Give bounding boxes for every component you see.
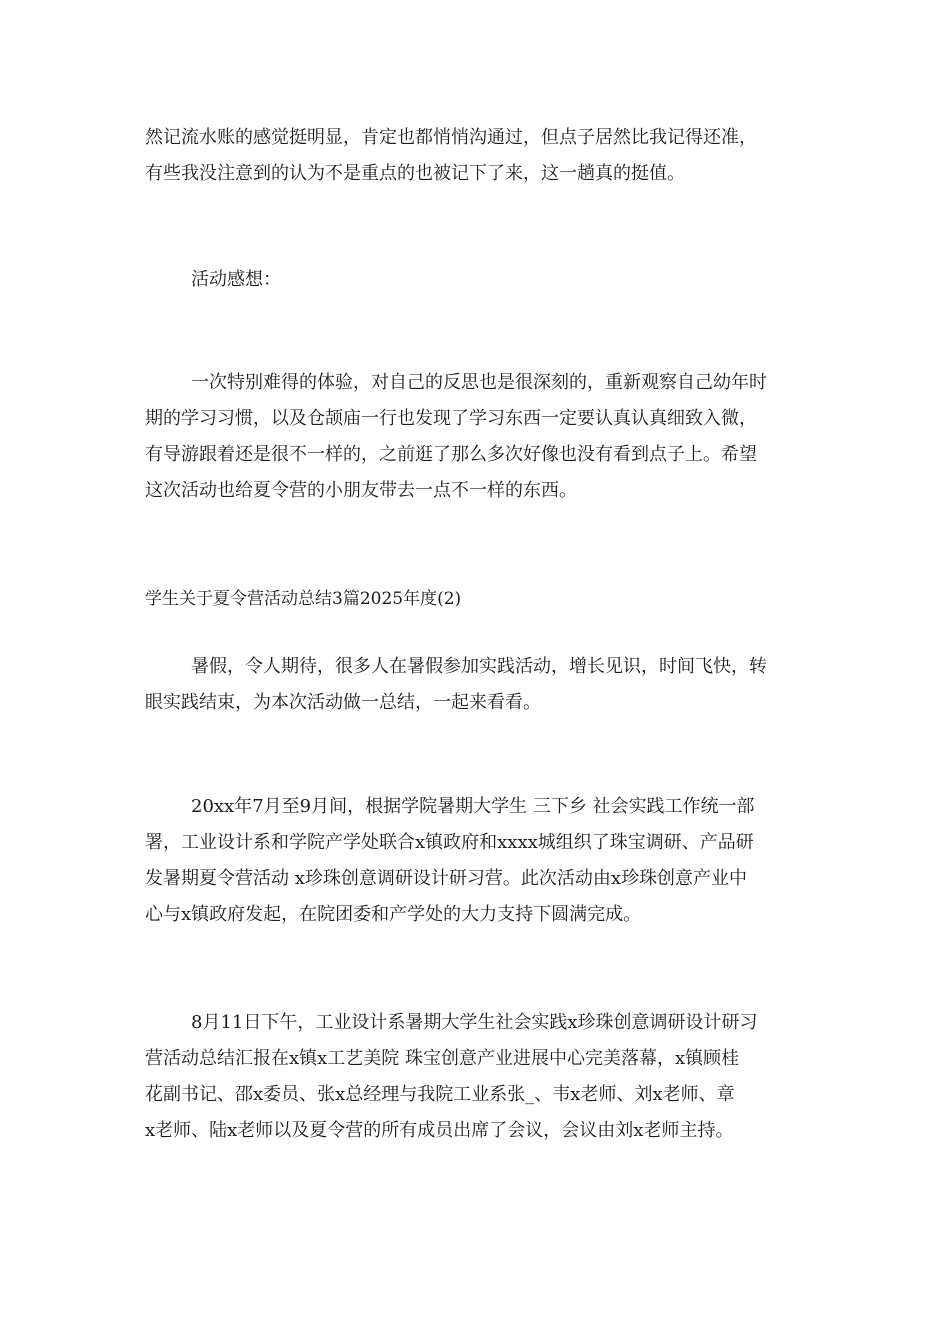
text-line: 有导游跟着还是很不一样的，之前逛了那么多次好像也没有看到点子上。希望 [145, 444, 757, 465]
text-line: 然记流水账的感觉挺明显，肯定也都悄悄沟通过，但点子居然比我记得还准， [145, 127, 757, 148]
text-line: 营活动总结汇报在x镇x工艺美院 珠宝创意产业进展中心完美落幕，x镇顾桂 [145, 1048, 740, 1069]
text-line: 心与x镇政府发起，在院团委和产学处的大力支持下圆满完成。 [145, 904, 642, 925]
text-line: 有些我没注意到的认为不是重点的也被记下了来，这一趟真的挺值。 [145, 163, 685, 184]
text-line: 眼实践结束，为本次活动做一总结，一起来看看。 [145, 692, 541, 713]
text-line: 20xx年7月至9月间，根据学院暑期大学生 三下乡 社会实践工作统一部 [191, 796, 755, 817]
text-line: 一次特别难得的体验，对自己的反思也是很深刻的，重新观察自己幼年时 [191, 372, 767, 393]
text-line: 这次活动也给夏令营的小朋友带去一点不一样的东西。 [145, 480, 577, 501]
text-line: 发暑期夏令营活动 x珍珠创意调研设计研习营。此次活动由x珍珠创意产业中 [145, 868, 748, 889]
section-heading: 学生关于夏令营活动总结3篇2025年度(2) [145, 589, 462, 609]
text-line: 花副书记、邵x委员、张x总经理与我院工业系张_、韦x老师、刘x老师、章 [145, 1084, 735, 1105]
text-line: 暑假，令人期待，很多人在暑假参加实践活动，增长见识，时间飞快，转 [191, 656, 767, 677]
text-line: 署，工业设计系和学院产学处联合x镇政府和xxxx城组织了珠宝调研、产品研 [145, 832, 754, 853]
text-line: 期的学习习惯，以及仓颉庙一行也发现了学习东西一定要认真认真细致入微， [145, 408, 757, 429]
text-line: x老师、陆x老师以及夏令营的所有成员出席了会议，会议由刘x老师主持。 [145, 1120, 734, 1141]
section-label: 活动感想： [191, 269, 281, 290]
text-line: 8月11日下午，工业设计系暑期大学生社会实践x珍珠创意调研设计研习 [191, 1012, 758, 1033]
